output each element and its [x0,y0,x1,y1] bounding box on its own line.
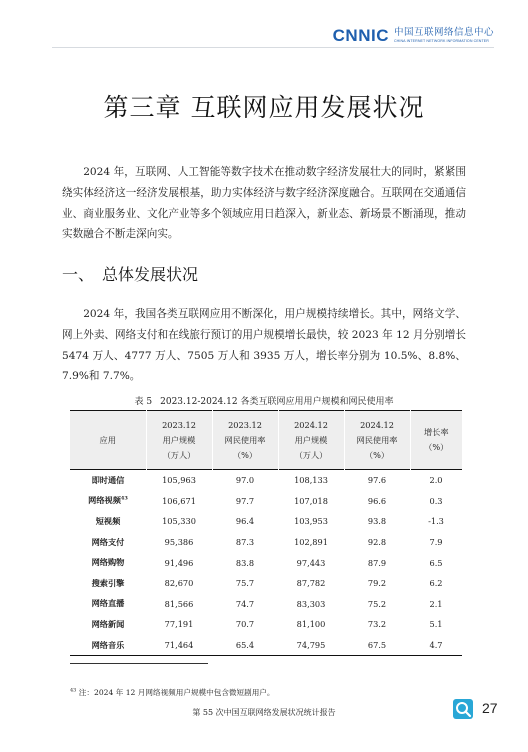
table-header-line: 用户规模 [162,434,196,445]
table-cell: 105,330 [162,516,196,527]
section-title: 总体发展状况 [102,265,199,284]
table-header-line: 应用 [99,434,116,445]
cnnic-logo [333,26,494,46]
table-cell: 75.2 [367,598,387,609]
table-row [70,573,462,594]
application-name-cell [70,594,146,615]
table-cell: 103,953 [294,516,328,527]
table-header-line: 网民使用率 [224,434,266,445]
table-header-line: 2024.12 [294,419,328,430]
table-header-line: （%） [424,442,449,452]
table-cell: 91,496 [164,557,194,568]
application-name: 网络新闻 [91,618,125,629]
table-cell: 67.5 [367,640,387,651]
table-cell: 108,133 [294,475,328,486]
table-row [70,532,462,553]
table-cell: 4.7 [429,640,443,651]
footnote-mark: 43 [70,687,77,694]
logo-mark: CNNIC [332,26,389,45]
logo-english-name: CHINA INTERNET NETWORK INFORMATION CENTER [393,38,489,43]
table-cell: 105,963 [162,475,196,486]
table-cell: 75.7 [235,578,255,589]
table-header-cell [344,411,410,470]
table-header-cell [146,411,212,470]
table-row [70,491,462,512]
table-cell: 97.6 [367,475,387,486]
table-cell: 65.4 [235,640,255,651]
table-cell: 87.3 [235,537,255,548]
table-header-line: 2024.12 [360,419,394,430]
table-cell: 71,464 [164,640,194,651]
table-cell: 97,443 [296,557,326,568]
table-cell: 96.6 [367,495,387,506]
table-cell: 93.8 [367,516,387,527]
table-caption-label: 表 5 [134,397,153,407]
table-header-cell [212,411,278,470]
header-divider [52,47,494,48]
application-name-cell [70,573,146,594]
application-name: 网络支付 [91,536,125,547]
table-cell: 77,191 [164,619,194,630]
application-users-table [70,410,462,656]
table-cell: 97.0 [235,475,255,486]
application-name: 网络音乐 [91,639,125,650]
table-cell: 87,782 [296,578,326,589]
page-number: 27 [482,700,498,716]
table-cell: 95,386 [164,537,194,548]
table-cell: 6.5 [429,557,443,568]
application-name: 网络直播 [91,598,125,609]
footer-report-title: 第 55 次中国互联网络发展状况统计报告 [192,708,336,717]
table-cell: 83,303 [296,598,326,609]
table-cell: 6.2 [429,578,443,589]
table-cell: 70.7 [235,619,255,630]
table-header-cell [278,411,344,470]
footnote [70,687,275,698]
table-cell: 107,018 [294,495,328,506]
table-cell: 82,670 [164,578,194,589]
magnifier-report-icon [452,698,474,720]
application-name: 即时通信 [91,474,125,485]
table-header-line: 增长率 [423,427,449,437]
table-header-row [70,411,462,470]
footnote-reference: 43 [120,495,128,502]
table-caption [0,394,528,407]
logo-text [394,28,494,43]
table-cell: 87.9 [367,557,387,568]
table-cell: 97.7 [235,495,255,506]
table-cell: 92.8 [367,537,387,548]
table-row [70,594,462,615]
table-header-cell [410,411,462,470]
table-cell: 74.7 [235,598,255,609]
overview-paragraph: 2024 年，我国各类互联网应用不断深化，用户规模持续增长。其中，网络文学、网上外卖、网络支付和在线旅行预订的用户规模增长最快，较 2023 年 12 月分别增长 5474 万人、4777 万人、7505 万人和 3935 万人，增长率分别为 10.5%、8.8%、7.9%和 7.7%。 [62,308,466,383]
table-header-line: 2023.12 [162,419,196,430]
table-caption-title: 2023.12-2024.12 各类互联网应用用户规模和网民使用率 [160,397,394,407]
table-cell: 5.1 [429,619,443,630]
table-header-line: 2023.12 [228,419,262,430]
table-cell: 79.2 [367,578,387,589]
table-cell: 74,795 [296,640,326,651]
chapter-title: 第三章 互联网应用发展状况 [103,93,425,122]
table-header-cell [70,411,146,470]
table-header-line: （%） [232,449,258,460]
application-name-cell [70,532,146,553]
table-cell: 73.2 [367,619,387,630]
table-header-line: 网民使用率 [356,434,398,445]
table-cell: 102,891 [294,537,328,548]
application-name: 网络购物 [91,557,125,568]
table-row [70,511,462,532]
table-row [70,635,462,656]
application-name-cell [70,552,146,573]
footnote-text: 注：2024 年 12 月网络视频用户规模中包含微短剧用户。 [78,688,275,697]
footnote-divider [70,663,208,664]
application-name-cell [70,614,146,635]
application-name: 网络视频 [88,495,121,506]
table-cell: 0.3 [429,495,443,506]
table-cell: 96.4 [235,516,255,527]
table-cell: 2.0 [429,475,443,486]
table-cell: 106,671 [162,495,196,506]
application-name-cell [70,470,146,491]
table-row [70,470,462,491]
table-header-line: 用户规模 [294,434,328,445]
table-cell: 81,100 [296,619,326,630]
application-name-cell [70,491,146,512]
table-row [70,552,462,573]
table-header-line: （%） [364,449,390,460]
table-cell: 81,566 [164,598,194,609]
table-cell: -1.3 [428,516,444,527]
intro-paragraph: 2024 年，互联网、人工智能等数字技术在推动数字经济发展壮大的同时，紧紧围绕实体经济这一经济发展根基，助力实体经济与数字经济深度融合。互联网在交通通信业、商业服务业、文化产业等多个领域应用日趋深入，新业态、新场景不断涌现，推动实数融合不断走深向实。 [62,166,466,241]
table-header-line: （万人） [162,449,196,460]
section-number: 一、 [62,265,95,284]
application-name-cell [70,635,146,656]
application-name: 搜索引擎 [91,577,125,588]
table-cell: 83.8 [235,557,255,568]
logo-chinese-name: 中国互联网络信息中心 [393,27,494,39]
table-cell: 7.9 [429,537,443,548]
application-name: 短视频 [95,515,121,526]
application-name-cell [70,511,146,532]
table-header-line: （万人） [294,449,328,460]
table-cell: 2.1 [429,598,443,609]
section-heading [62,262,198,285]
table-row [70,614,462,635]
